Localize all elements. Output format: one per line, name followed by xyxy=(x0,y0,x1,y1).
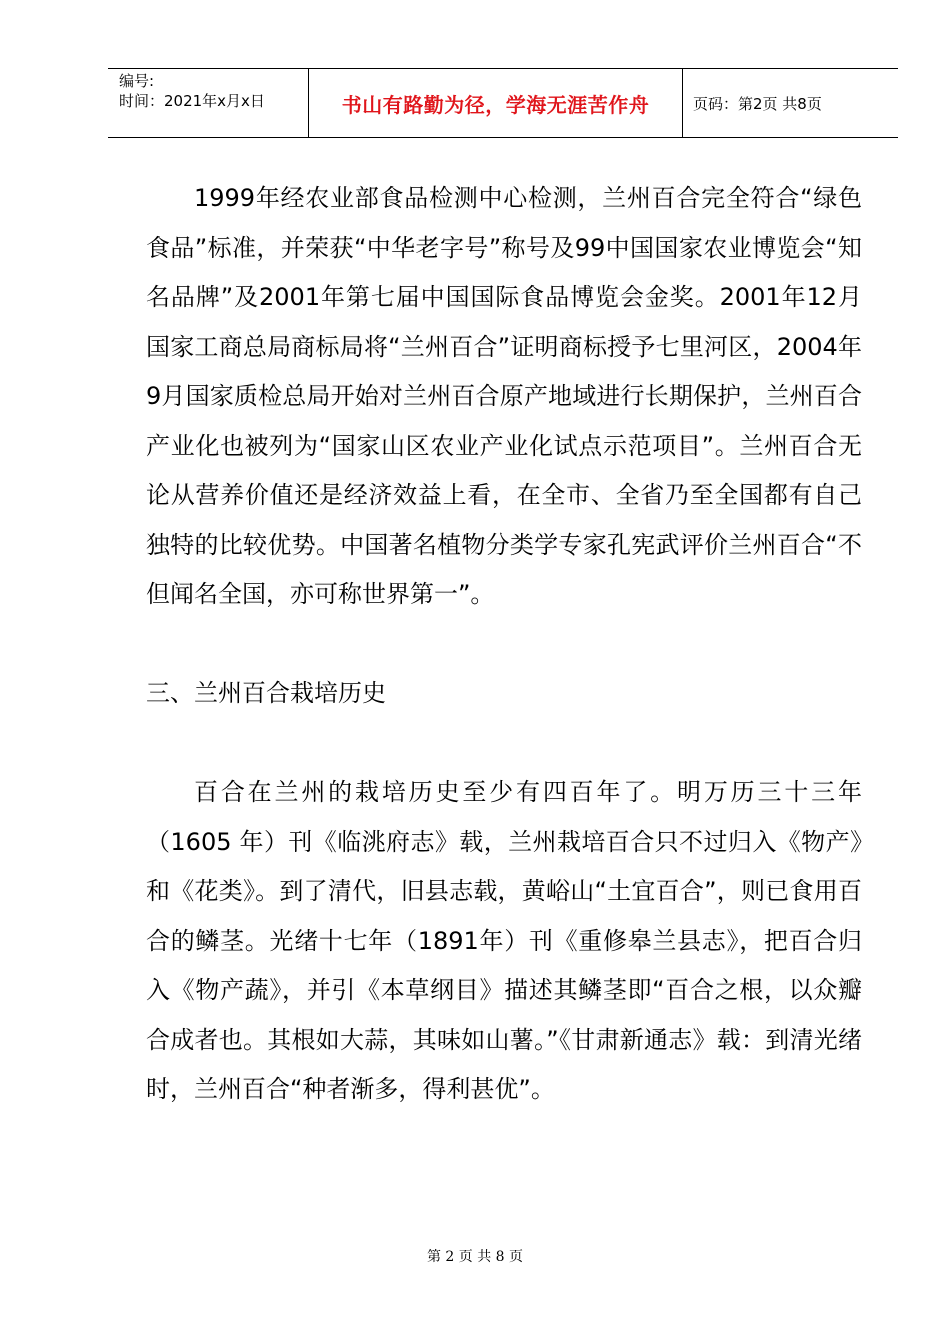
header-motto: 书山有路勤为径，学海无涯苦作舟 xyxy=(309,69,683,137)
document-body xyxy=(146,174,862,1115)
header-meta xyxy=(108,69,309,137)
document-time-label: 时间：2021年x月x日 xyxy=(119,92,265,110)
section-heading: 三、兰州百合栽培历史 xyxy=(146,679,386,707)
page-footer: 第 2 页 共 8 页 xyxy=(426,1249,524,1265)
header-page-info: 页码：第2页 共8页 xyxy=(693,94,822,113)
page-header xyxy=(108,68,898,138)
body-paragraph: 百合在兰州的栽培历史至少有四百年了。明万历三十三年（1605 年）刊《临洮府志》载，兰州栽培百合只不过归入《物产》和《花类》。到了清代，旧县志载，黄峪山“土宜百合”，则已食用百合的鳞茎。光绪十七年（1891年）刊《重修皋兰县志》，把百合归入《物产蔬》，并引《本草纲目》描述其鳞茎即“百合之根，以众瓣合成者也。其根如大蒜，其味如山薯。”《甘肃新通志》载：到清光绪时，兰州百合“种者渐多，得利甚优”。 xyxy=(146,778,862,1103)
document-number-label: 编号: xyxy=(119,72,155,90)
body-paragraph: 1999年经农业部食品检测中心检测，兰州百合完全符合“绿色食品”标准，并荣获“中华老字号”称号及99中国国家农业博览会“知名品牌”及2001年第七届中国国际食品博览会金奖。2001年12月国家工商总局商标局将“兰州百合”证明商标授予七里河区，2004年9月国家质检总局开始对兰州百合原产地域进行长期保护，兰州百合产业化也被列为“国家山区农业产业化试点示范项目”。兰州百合无论从营养价值还是经济效益上看，在全市、全省乃至全国都有自己独特的比较优势。中国著名植物分类学专家孔宪武评价兰州百合“不但闻名全国，亦可称世界第一”。 xyxy=(146,184,862,608)
